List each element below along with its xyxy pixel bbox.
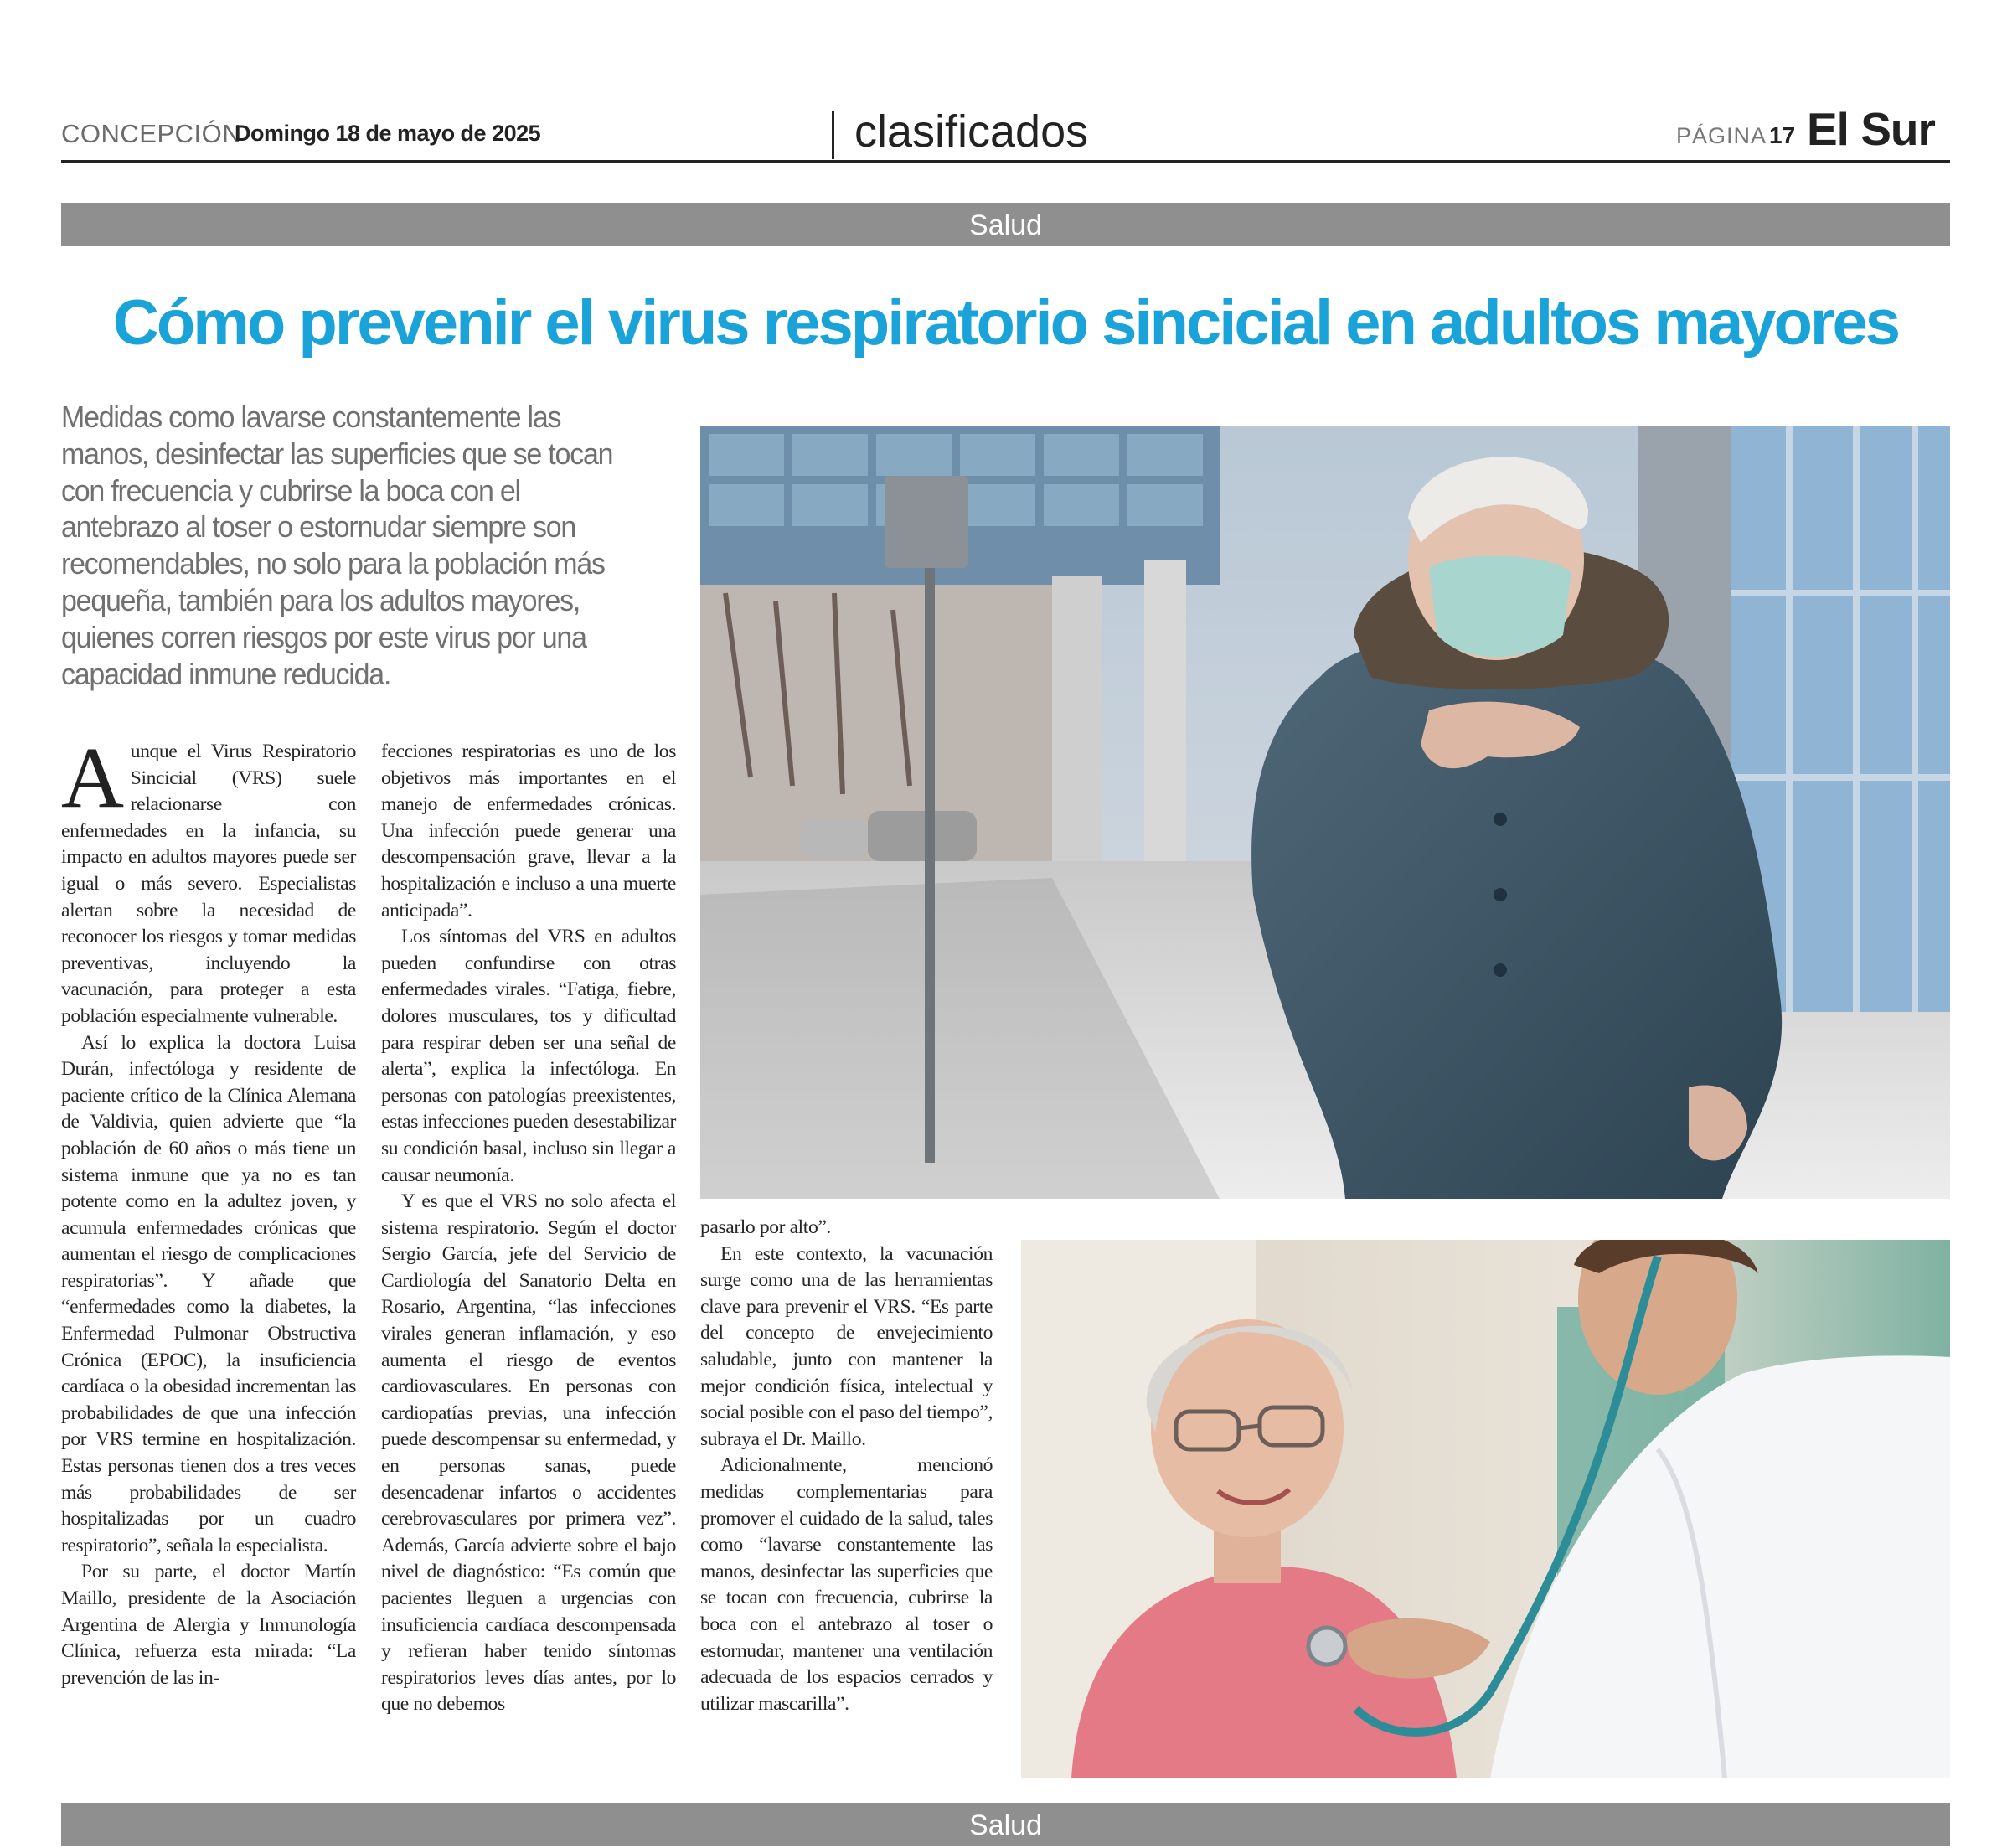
paragraph: Los síntomas del VRS en adultos pueden confundirse con otras enfermedades virales. “Fatiga, fiebre, dolores musculares, tos y dificultad para respirar deben ser una señal de alerta”, explica la infectóloga. En personas con patologías preexistentes, estas infecciones pueden desestabilizar su condición basal, incluso sin llegar a causar neumonía. <box>381 926 676 1186</box>
masthead-divider <box>832 111 834 159</box>
paragraph: Y es que el VRS no solo afecta el sistema respiratorio. Según el doctor Sergio García, jefe del Servicio de Cardiología del Sanatorio Delta en Rosario, Argentina, “las infecciones virales generan inflamación, y eso aumenta el riesgo de eventos cardiovasculares. En personas con cardiopatías previas, una infección puede descompensar su enfermedad, y en personas sanas, puede desencadenar infartos o accidentes cerebrovasculares por primera vez”. Además, García advierte sobre el bajo nivel de diagnóstico: “Es común que pacientes lleguen a urgencias con insuficiencia cardíaca descompensada y refieran haber tenido síntomas respiratorios leves días antes, por lo que no debemos <box>381 1190 676 1716</box>
photo-elderly-woman-mask <box>700 426 1950 1199</box>
masthead-page-label: PÁGINA <box>1676 123 1767 148</box>
paragraph: unque el Virus Respiratorio Sincicial (VRS) suele relacionarse con enfermedades en la infancia, su impacto en adultos mayores puede ser igual o más severo. Especialistas alertan sobre la necesidad de reconocer los riesgos y tomar medidas preventivas, incluyendo la vacunación, para proteger a esta población especialmente vulnerable. <box>61 741 356 1027</box>
paragraph: Por su parte, el doctor Martín Maillo, presidente de la Asociación Argentina de Alergia y Inmunología Clínica, refuerza esta mirada: “La prevención de las in- <box>61 1561 356 1689</box>
masthead-date: Domingo 18 de mayo de 2025 <box>235 121 541 146</box>
article-lead: Medidas como lavarse constantemente las manos, desinfectar las superficies que se tocan con frecuencia y cubrirse la boca con el antebrazo al toser o estornudar siempre son recomendables, no solo para la población más pequeña, también para los adultos mayores, quienes corren riesgos por este virus por una capacidad inmune reducida. <box>61 400 613 691</box>
paragraph: En este contexto, la vacunación surge como una de las herramientas clave para prevenir el VRS. “Es parte del concepto de envejecimiento saludable, junto con mantener la mejor condición física, intelectual y social posible con el paso del tiempo”, subraya el Dr. Maillo. <box>700 1242 993 1450</box>
paragraph: Adicionalmente, mencionó medidas complementarias para promover el cuidado de la salud, tales como “lavarse constantemente las manos, desinfectar las superficies que se tocan con frecuencia, cubrirse la boca con el antebrazo al toser o estornudar, mantener una ventilación adecuada de los espacios cerrados y utilizar mascarilla”. <box>700 1454 993 1715</box>
footer-section-bar: Salud <box>61 1803 1950 1846</box>
drop-cap: A <box>61 730 124 826</box>
paragraph: Así lo explica la doctora Luisa Durán, infectóloga y residente de paciente crítico de la Clínica Alemana de Valdivia, quien advierte que “la población de 60 años o más tiene un sistema inmune que ya no es tan potente como en la adultez joven, y acumula enfermedades crónicas que aumentan el riesgo de complicaciones respiratorias”. Y añade que “enfermedades como la diabetes, la Enfermedad Pulmonar Obstructiva Crónica (EPOC), la insuficiencia cardíaca o la obesidad incrementan las probabilidades de que una infección por VRS termine en hospitalización. Estas personas tienen dos a tres veces más probabilidades de ser hospitalizadas por un cuadro respiratorio”, señala la especialista. <box>61 1031 356 1556</box>
article-headline: Cómo prevenir el virus respiratorio sincicial en adultos mayores <box>112 287 1899 359</box>
paragraph: fecciones respiratorias es uno de los objetivos más importantes en el manejo de enfermedades crónicas. Una infección puede generar una descompensación grave, llevar a la hospitalización e incluso a una muerte anticipada”. <box>381 741 676 921</box>
photo-elderly-woman-mask-image <box>700 426 1950 1199</box>
article-column-3 <box>700 1215 993 1717</box>
masthead-section: clasificados <box>854 106 1089 157</box>
article-column-2 <box>381 739 676 1718</box>
masthead-city: CONCEPCIÓN <box>61 119 242 148</box>
masthead-rule <box>61 160 1950 163</box>
paragraph: pasarlo por alto”. <box>700 1216 831 1238</box>
photo-doctor-patient-image <box>1021 1240 1950 1778</box>
section-bar: Salud <box>61 203 1950 246</box>
masthead-page-number: 17 <box>1769 122 1796 148</box>
photo-doctor-patient <box>1021 1240 1950 1778</box>
article-column-1 <box>61 730 356 1691</box>
newspaper-logo: El Sur <box>1807 103 1935 155</box>
